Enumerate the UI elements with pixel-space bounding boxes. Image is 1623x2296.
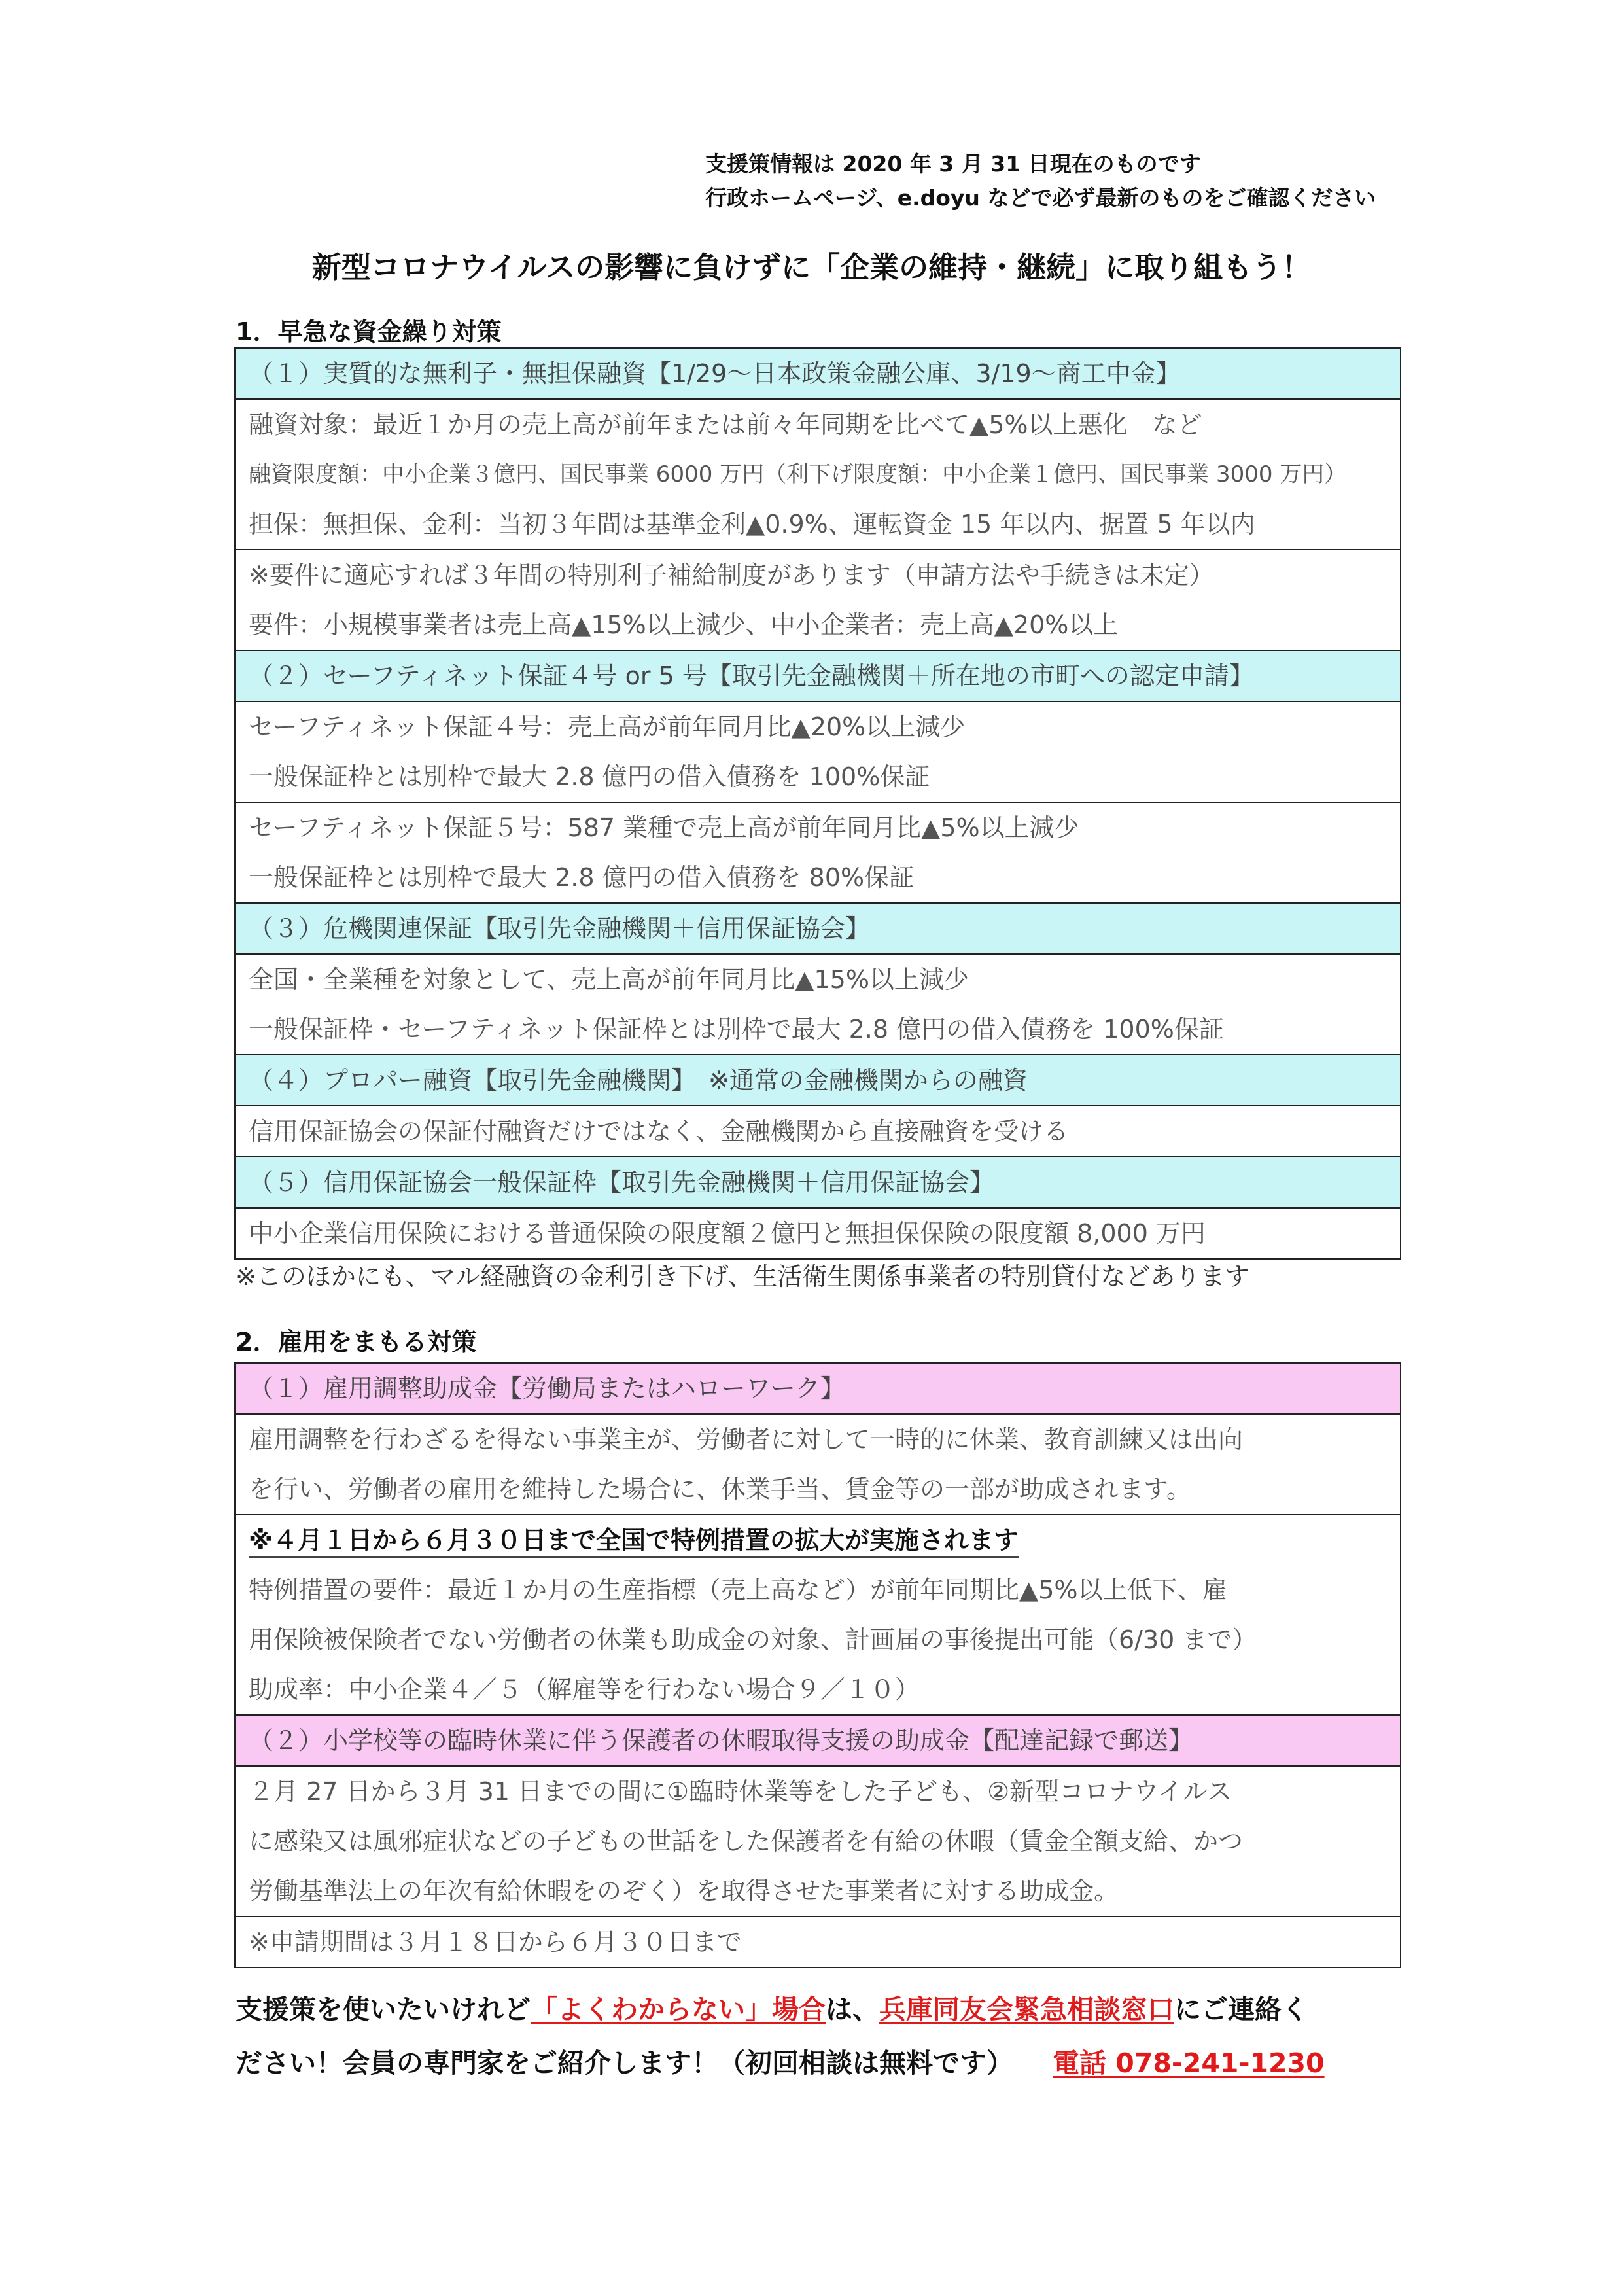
table-line: 一般保証枠とは別枠で最大 2.8 億円の借入債務を 80%保証 xyxy=(249,863,915,892)
table-line: （２）小学校等の臨時休業に伴う保護者の休暇取得支援の助成金【配達記録で郵送】 xyxy=(249,1726,1194,1755)
table-body-row xyxy=(234,550,1401,651)
funding-measures-table xyxy=(234,347,1401,1260)
table-line: 信用保証協会の保証付融資だけではなく、金融機関から直接融資を受ける xyxy=(249,1117,1069,1146)
table-line: に感染又は風邪症状などの子どもの世話をした保護者を有給の休暇（賃金全額支給、かつ xyxy=(249,1827,1244,1856)
page-title: 新型コロナウイルスの影響に負けずに「企業の維持・継続」に取り組もう！ xyxy=(311,250,1312,285)
table-line: 融資対象：最近１か月の売上高が前年または前々年同期を比べて▲5%以上悪化 など xyxy=(249,410,1202,439)
emphasis-line xyxy=(249,1515,1387,1565)
table-body-row xyxy=(234,1767,1401,1917)
table-body-row xyxy=(234,702,1401,803)
footer-line-2 xyxy=(236,2036,1325,2090)
section-1-heading: 1．早急な資金繰り対策 xyxy=(236,317,502,346)
table-line: （２）セーフティネット保証４号 or 5 号【取引先金融機関＋所在地の市町への認定申請】 xyxy=(249,662,1254,690)
employment-measures-table xyxy=(234,1362,1401,1968)
table-line: 用保険被保険者でない労働者の休業も助成金の対象、計画届の事後提出可能（6/30 まで） xyxy=(249,1625,1257,1654)
phone-number-link[interactable]: 電話 078-241-1230 xyxy=(1053,2047,1325,2079)
table-line: （３）危機関連保証【取引先金融機関＋信用保証協会】 xyxy=(249,914,871,943)
footer-text-4: ださい！会員の専門家をご紹介します！（初回相談は無料です） xyxy=(236,2047,1013,2079)
table-body-row xyxy=(234,955,1401,1055)
table-line: （４）プロパー融資【取引先金融機関】 ※通常の金融機関からの融資 xyxy=(249,1066,1028,1095)
table-header-row xyxy=(234,1055,1401,1106)
footer-text-3: にご連絡く xyxy=(1174,1994,1308,2025)
table-line: 一般保証枠・セーフティネット保証枠とは別枠で最大 2.8 億円の借入債務を 100%保証 xyxy=(249,1015,1224,1044)
date-notice xyxy=(705,147,1376,215)
table-body-row xyxy=(234,1209,1401,1260)
table-header-row xyxy=(234,349,1401,400)
emphasis-text: ※４月１日から６月３０日まで全国で特例措置の拡大が実施されます xyxy=(249,1526,1019,1558)
table-line: （５）信用保証協会一般保証枠【取引先金融機関＋信用保証協会】 xyxy=(249,1168,995,1197)
table-line: セーフティネット保証５号：587 業種で売上高が前年同月比▲5%以上減少 xyxy=(249,813,1079,842)
table-body-row xyxy=(234,400,1401,550)
table-line: 担保：無担保、金利：当初３年間は基準金利▲0.9%、運転資金 15 年以内、据置 5 年以内 xyxy=(249,510,1255,539)
table-line: ２月 27 日から３月 31 日までの間に①臨時休業等をした子ども、②新型コロナウイルス xyxy=(249,1777,1232,1806)
table-header-row xyxy=(234,1716,1401,1767)
table-line: を行い、労働者の雇用を維持した場合に、休業手当、賃金等の一部が助成されます。 xyxy=(249,1475,1191,1504)
table-line: 助成率：中小企業４／５（解雇等を行わない場合９／１０） xyxy=(249,1675,920,1704)
footer-unclear-highlight: 「よくわからない」場合 xyxy=(531,1994,826,2025)
table-line: 一般保証枠とは別枠で最大 2.8 億円の借入債務を 100%保証 xyxy=(249,762,930,791)
table-line: 融資限度額：中小企業３億円、国民事業 6000 万円（利下げ限度額：中小企業１億円、国民事業 3000 万円） xyxy=(249,461,1347,487)
table-line: ※要件に適応すれば３年間の特別利子補給制度があります（申請方法や手続きは未定） xyxy=(249,561,1214,590)
footer-text-1: 支援策を使いたいけれど xyxy=(236,1994,531,2025)
footer-line-1 xyxy=(236,1983,1325,2036)
notice-line-2: 行政ホームページ、e.doyu などで必ず最新のものをご確認ください xyxy=(705,185,1376,211)
table-body-row xyxy=(234,803,1401,904)
table-line: （１）実質的な無利子・無担保融資【1/29～日本政策金融公庫、3/19～商工中金】 xyxy=(249,359,1181,388)
table-line: 雇用調整を行わざるを得ない事業主が、労働者に対して一時的に休業、教育訓練又は出向 xyxy=(249,1425,1244,1454)
table-line: （１）雇用調整助成金【労働局またはハローワーク】 xyxy=(249,1374,846,1403)
table-body-row xyxy=(234,1415,1401,1515)
section-2-heading: 2．雇用をまもる対策 xyxy=(236,1328,477,1356)
table-body-row xyxy=(234,1917,1401,1968)
table-body-row xyxy=(234,1515,1401,1716)
contact-footer xyxy=(236,1983,1325,2090)
table-line: ※申請期間は３月１８日から６月３０日まで xyxy=(249,1928,742,1956)
table-header-row xyxy=(234,904,1401,955)
section-1-note: ※このほかにも、マル経融資の金利引き下げ、生活衛生関係事業者の特別貸付などあります xyxy=(236,1262,1250,1291)
table-line: 要件：小規模事業者は売上高▲15%以上減少、中小企業者：売上高▲20%以上 xyxy=(249,610,1119,639)
footer-consultation-desk: 兵庫同友会緊急相談窓口 xyxy=(879,1994,1174,2025)
table-line: 中小企業信用保険における普通保険の限度額２億円と無担保保険の限度額 8,000 万円 xyxy=(249,1219,1206,1248)
table-header-row xyxy=(234,1364,1401,1415)
table-line: 労働基準法上の年次有給休暇をのぞく）を取得させた事業者に対する助成金。 xyxy=(249,1877,1119,1905)
notice-line-1: 支援策情報は 2020 年 3 月 31 日現在のものです xyxy=(705,151,1201,177)
table-line: 特例措置の要件：最近１か月の生産指標（売上高など）が前年同期比▲5%以上低下、雇 xyxy=(249,1576,1227,1604)
table-header-row xyxy=(234,1157,1401,1209)
footer-text-2: は、 xyxy=(826,1994,879,2025)
table-line: 全国・全業種を対象として、売上高が前年同月比▲15%以上減少 xyxy=(249,965,969,994)
table-body-row xyxy=(234,1106,1401,1157)
table-header-row xyxy=(234,651,1401,702)
table-line: セーフティネット保証４号：売上高が前年同月比▲20%以上減少 xyxy=(249,713,966,741)
